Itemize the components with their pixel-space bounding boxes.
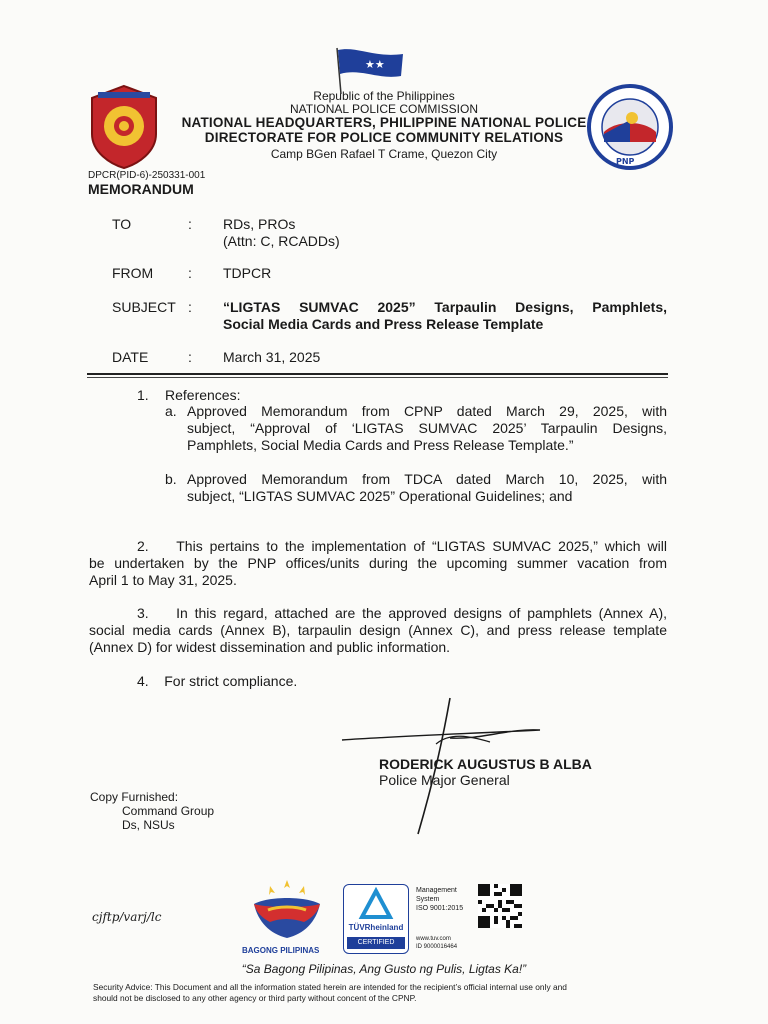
mgmt-line2: System bbox=[416, 896, 440, 903]
address-line: Camp BGen Rafael T Crame, Quezon City bbox=[270, 147, 498, 161]
tuv-triangle-icon bbox=[344, 885, 408, 925]
date-colon: : bbox=[188, 349, 192, 365]
subject-line2: Social Media Cards and Press Release Template bbox=[223, 316, 544, 332]
ref-b-line2: subject, “LIGTAS SUMVAC 2025” Operational Guidelines; and bbox=[187, 488, 573, 504]
tuv-certified: CERTIFIED bbox=[347, 937, 405, 949]
para4: 4. For strict compliance. bbox=[137, 673, 298, 689]
to-value-line1: RDs, PROs bbox=[223, 216, 296, 232]
from-colon: : bbox=[188, 265, 192, 281]
subject-colon: : bbox=[188, 299, 192, 315]
to-colon: : bbox=[188, 216, 192, 232]
footer-slogan: “Sa Bagong Pilipinas, Ang Gusto ng Pulis, Ligtas Ka!” bbox=[241, 962, 527, 976]
bagong-pilipinas-logo bbox=[248, 878, 326, 944]
subject-line1: “LIGTAS SUMVAC 2025” Tarpaulin Designs, Pamphlets, bbox=[223, 299, 667, 315]
hq-line: NATIONAL HEADQUARTERS, PHILIPPINE NATIONAL POLICE bbox=[181, 115, 587, 130]
republic-line: Republic of the Philippines bbox=[313, 89, 455, 103]
security-advice-line2: should not be disclosed to any other agency or third party without concent of the CPNP. bbox=[93, 992, 417, 1003]
ref-a-line1: Approved Memorandum from CPNP dated March 29, 2025, with bbox=[187, 403, 667, 419]
subject-label: SUBJECT bbox=[112, 299, 176, 315]
para3-line3: (Annex D) for widest dissemination and public information. bbox=[89, 639, 451, 655]
bagong-pilipinas-label: BAGONG PILIPINAS bbox=[242, 946, 320, 955]
mgmt-line3: ISO 9001:2015 bbox=[416, 905, 464, 912]
date-label: DATE bbox=[112, 349, 149, 365]
to-label: TO bbox=[112, 216, 132, 232]
management-system-text bbox=[416, 886, 463, 913]
para3-line2: social media cards (Annex B), tarpaulin design (Annex C), and press release template bbox=[89, 622, 667, 638]
commission-line: NATIONAL POLICE COMMISSION bbox=[289, 102, 479, 116]
copy-furnished-item-2: Ds, NSUs bbox=[122, 818, 175, 832]
svg-text:★★: ★★ bbox=[365, 58, 385, 71]
from-label: FROM bbox=[112, 265, 154, 281]
tuv-name: TÜVRheinland bbox=[348, 923, 404, 932]
para2-line1: 2. This pertains to the implementation of “LIGTAS SUMVAC 2025,” which will bbox=[137, 538, 667, 554]
directorate-line: DIRECTORATE FOR POLICE COMMUNITY RELATIONS bbox=[204, 130, 564, 145]
date-value: March 31, 2025 bbox=[223, 349, 321, 365]
para2-line2: be undertaken by the PNP offices/units during the upcoming summer vacation from bbox=[89, 555, 667, 571]
tuv-url: www.tuv.com bbox=[416, 936, 451, 942]
ref-a-label: a. bbox=[165, 403, 177, 419]
para2-line3: April 1 to May 31, 2025. bbox=[89, 572, 237, 588]
tuv-certification-badge bbox=[343, 884, 409, 954]
from-value: TDPCR bbox=[223, 265, 272, 281]
copy-furnished-item-1: Command Group bbox=[122, 804, 215, 818]
tuv-web-text bbox=[416, 935, 457, 951]
ref-b-line1: Approved Memorandum from TDCA dated March 10, 2025, with bbox=[187, 471, 667, 487]
ref-a-line2: subject, “Approval of ‘LIGTAS SUMVAC 2025’ Tarpaulin Designs, bbox=[187, 420, 667, 436]
para3-line1: 3. In this regard, attached are the approved designs of pamphlets (Annex A), bbox=[137, 605, 667, 621]
tuv-id: ID 9000016464 bbox=[416, 944, 458, 950]
ref-a-line3: Pamphlets, Social Media Cards and Press Release Template.” bbox=[187, 437, 574, 453]
to-value-line2: (Attn: C, RCADDs) bbox=[223, 233, 340, 249]
para1-number: 1. bbox=[137, 387, 149, 403]
para1-title: References: bbox=[165, 387, 241, 403]
signatory-name: RODERICK AUGUSTUS B ALBA bbox=[379, 756, 592, 772]
control-number: DPCR(PID-6)-250331-001 bbox=[88, 170, 206, 181]
signatory-title: Police Major General bbox=[379, 772, 510, 788]
mgmt-line1: Management bbox=[416, 887, 457, 894]
typist-initials: cjftp/varj/lc bbox=[92, 910, 162, 924]
ref-b-label: b. bbox=[165, 471, 177, 487]
svg-text:PNP: PNP bbox=[616, 157, 635, 166]
security-advice bbox=[93, 982, 567, 1003]
qr-code-icon[interactable] bbox=[478, 884, 522, 928]
header-divider bbox=[87, 373, 668, 375]
memo-type: MEMORANDUM bbox=[88, 181, 194, 197]
security-advice-line1: Security Advice: This Document and all the information stated herein are intended for the recipient’s official internal use only and bbox=[93, 982, 567, 992]
header-divider-thin bbox=[87, 377, 668, 378]
copy-furnished-label: Copy Furnished: bbox=[90, 790, 179, 804]
